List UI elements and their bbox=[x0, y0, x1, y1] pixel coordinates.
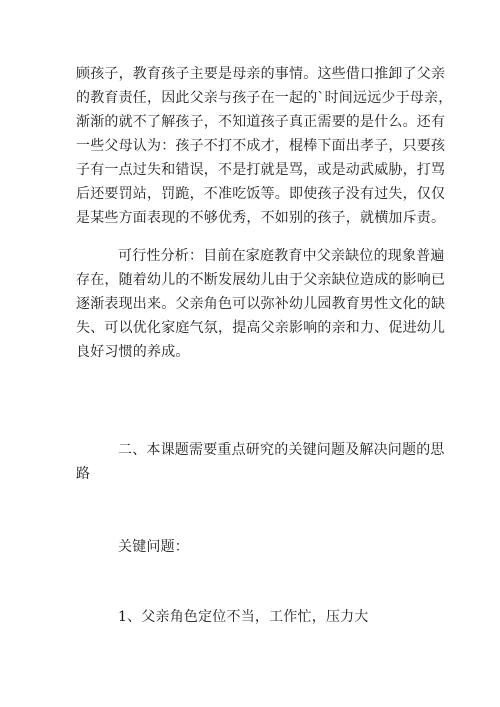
text-line: 1、父亲角色定位不当，工作忙，压力大 bbox=[118, 609, 369, 625]
text-line: 的教育责任，因此父亲与孩子在一起的`时间远远少于母亲， bbox=[76, 90, 453, 106]
paragraph-feasibility-analysis bbox=[76, 244, 446, 364]
heading-line: 二、本课题需要重点研究的关键问题及解决问题的思 bbox=[118, 442, 445, 458]
text-line: 逐渐表现出来。父亲角色可以弥补幼儿园教育男性文化的缺 bbox=[76, 296, 446, 312]
list-item-1 bbox=[76, 605, 428, 629]
paragraph-father-responsibility bbox=[76, 62, 453, 230]
text-line: 后还要罚站，罚跪，不准吃饭等。即使孩子没有过失，仅仅 bbox=[76, 186, 446, 202]
text-line: 顾孩子，教育孩子主要是母亲的事情。这些借口推卸了父亲 bbox=[76, 66, 446, 82]
text-line: 是某些方面表现的不够优秀，不如别的孩子，就横加斥责。 bbox=[76, 210, 446, 226]
key-issues-label bbox=[76, 535, 428, 559]
text-line: 一些父母认为：孩子不打不成才，棍棒下面出孝子，只要孩 bbox=[76, 138, 446, 154]
text-line: 关键问题： bbox=[118, 539, 189, 555]
text-line: 存在，随着幼儿的不断发展幼儿由于父亲缺位造成的影响已 bbox=[76, 272, 446, 288]
heading-line: 路 bbox=[76, 466, 91, 482]
text-line: 失、可以优化家庭气氛，提高父亲影响的亲和力、促进幼儿 bbox=[76, 320, 446, 336]
text-line: 可行性分析：目前在家庭教育中父亲缺位的现象普遍 bbox=[118, 248, 445, 264]
text-line: 子有一点过失和错误，不是打就是骂，或是动武威胁，打骂 bbox=[76, 162, 446, 178]
text-line: 良好习惯的养成。 bbox=[76, 344, 190, 360]
section-heading-2 bbox=[76, 438, 445, 486]
text-line: 渐渐的就不了解孩子，不知道孩子真正需要的是什么。还有 bbox=[76, 114, 446, 130]
